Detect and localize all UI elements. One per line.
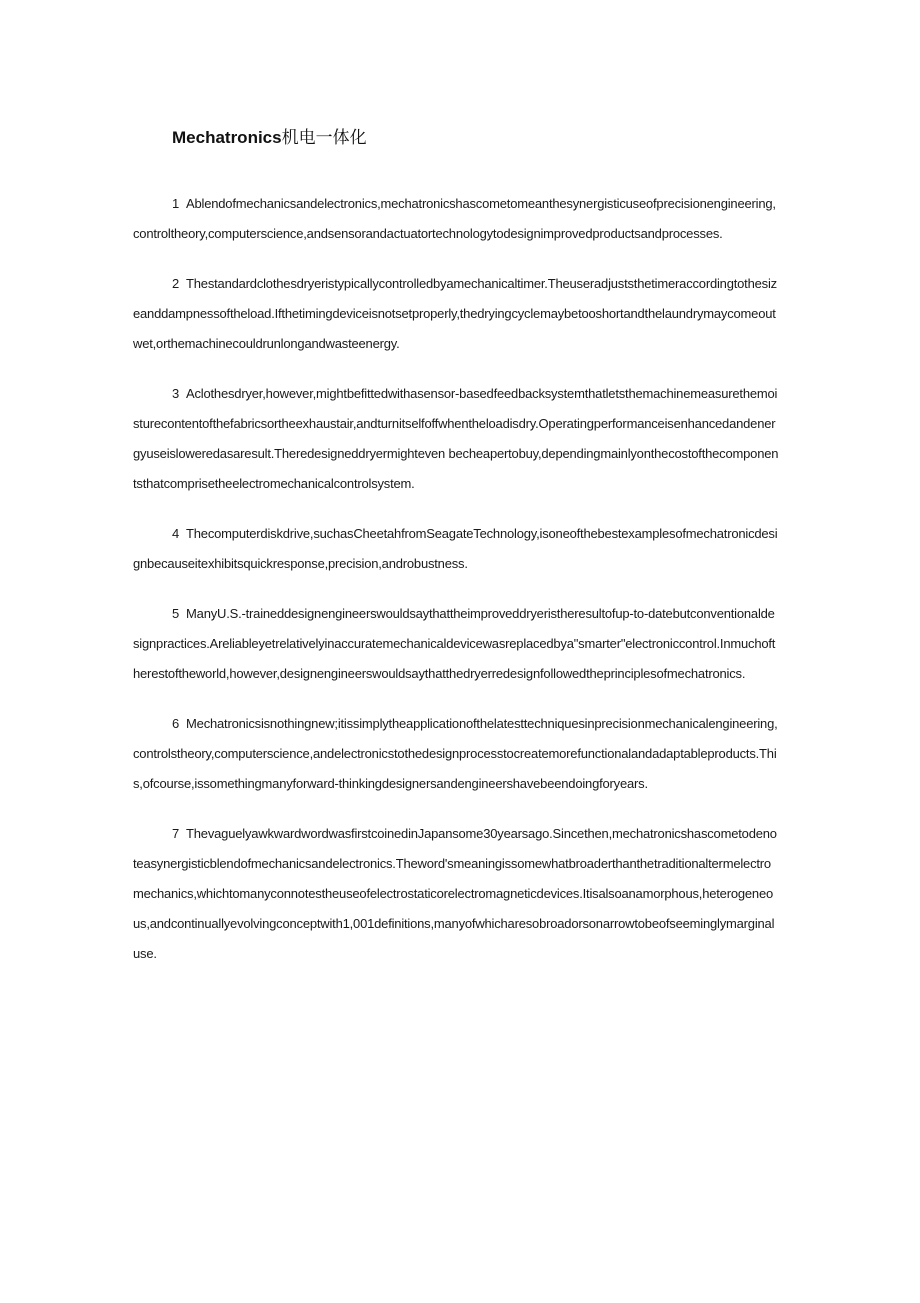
paragraph-4 bbox=[133, 519, 779, 579]
paragraph-text: ManyU.S.-traineddesignengineerswouldsaythattheimproveddryeristheresultofup-to-datebutconventionaldesignpractices.Areliableyetrelativelyinaccuratemechanicaldevicewasreplacedbya"smarter"electroniccontrol.Inmuchoftherestoftheworld,however,designengineerswouldsaythatthedryerredesignfollowedtheprinciplesofmechatronics. bbox=[133, 606, 776, 681]
paragraph-number: 3 bbox=[172, 386, 180, 401]
paragraph-7 bbox=[133, 819, 779, 969]
paragraph-1 bbox=[133, 189, 779, 249]
title-chinese: 机电一体化 bbox=[281, 128, 367, 148]
document-body bbox=[133, 189, 779, 989]
paragraph-text: Thestandardclothesdryeristypicallycontrolledbyamechanicaltimer.Theuseradjuststhetimeraccordingtothesizeanddampnessoftheload.Ifthetimingdeviceisnotsetproperly,thedryingcyclemaybetooshortandthelaundrymaycomeoutwet,orthemachinecouldrunlongandwasteenergy. bbox=[133, 276, 777, 351]
paragraph-number: 6 bbox=[172, 716, 180, 731]
paragraph-text: Thecomputerdiskdrive,suchasCheetahfromSeagateTechnology,isoneofthebestexamplesofmechatronicdesignbecauseitexhibitsquickresponse,precision,androbustness. bbox=[133, 526, 778, 571]
paragraph-number: 7 bbox=[172, 826, 180, 841]
paragraph-number: 2 bbox=[172, 276, 180, 291]
paragraph-number: 5 bbox=[172, 606, 180, 621]
paragraph-6 bbox=[133, 709, 779, 799]
paragraph-text: ThevaguelyawkwardwordwasfirstcoinedinJapansome30yearsago.Sincethen,mechatronicshascometodenoteasynergisticblendofmechanicsandelectronics.Theword'smeaningissomewhatbroaderthanthetraditionaltermelectromechanics,whichtomanyconnotestheuseofelectrostaticorelectromagneticdevices.Itisalsoanamorphous,heterogeneous,andcontinuallyevolvingconceptwith1,001definitions,manyofwhicharesobroadorsonarrowtobeofseeminglymarginaluse. bbox=[133, 826, 777, 961]
paragraph-text: Ablendofmechanicsandelectronics,mechatronicshascometomeanthesynergisticuseofprecisionengineering,controltheory,computerscience,andsensorandactuatortechnologytodesignimprovedproductsandprocesses. bbox=[133, 196, 776, 241]
paragraph-2 bbox=[133, 269, 779, 359]
paragraph-number: 4 bbox=[172, 526, 180, 541]
paragraph-text: Aclothesdryer,however,mightbefittedwithasensor-basedfeedbacksystemthatletsthemachinemeasurethemoisturecontentofthefabricsortheexhaustair,andturnitselfoffwhentheloadisdry.Operatingperformanceisenhancedandenergyuseisloweredasaresult.Theredesigneddryermighteven becheapertobuy,dependingmainlyonthecostofthecomponentsthatcomprisetheelectromechanicalcontrolsystem. bbox=[133, 386, 779, 491]
paragraph-text: Mechatronicsisnothingnew;itissimplytheapplicationofthelatesttechniquesinprecisionmechanicalengineering,controlstheory,computerscience,andelectronicstothedesignprocesstocreatemorefunctionalandadaptableproducts.This,ofcourse,issomethingmanyforward-thinkingdesignersandengineershavebeendoingforyears. bbox=[133, 716, 778, 791]
paragraph-3 bbox=[133, 379, 779, 499]
paragraph-number: 1 bbox=[172, 196, 180, 211]
document-title bbox=[172, 125, 367, 151]
paragraph-5 bbox=[133, 599, 779, 689]
title-english: Mechatronics bbox=[172, 128, 282, 147]
